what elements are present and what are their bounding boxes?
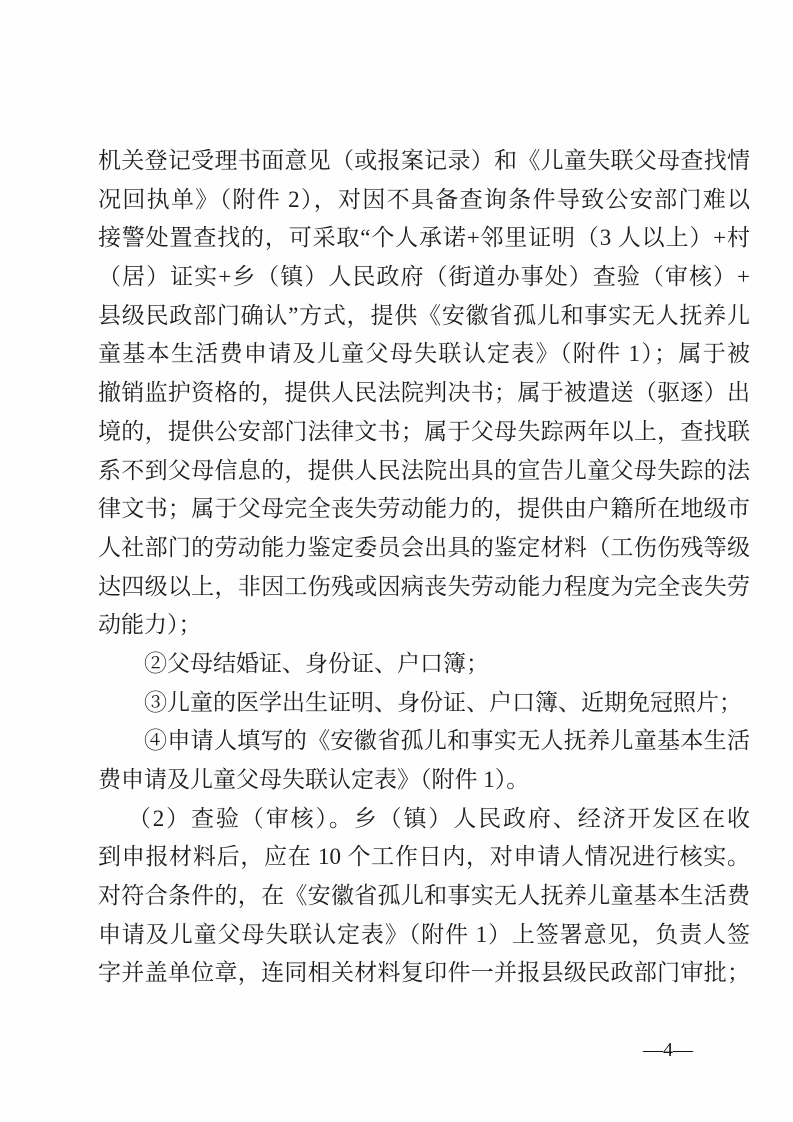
text-line-item-2: ②父母结婚证、身份证、户口簿； — [144, 650, 489, 676]
text-line: 费申请及儿童父母失联认定表》（附件 1）。 — [98, 767, 530, 792]
document-body — [98, 142, 750, 993]
text-line: 字并盖单位章，连同相关材料复印件一并报县级民政部门审批； — [98, 960, 750, 986]
text-line-item-3: ③儿童的医学出生证明、身份证、户口簿、近期免冠照片； — [144, 689, 742, 715]
text-line: 机关登记受理书面意见（或报案记录）和《儿童失联父母查找情 — [98, 148, 750, 173]
text-line: 达四级以上，非因工伤残或因病丧失劳动能力程度为完全丧失劳 — [98, 573, 750, 599]
text-line: 童基本生活费申请及儿童父母失联认定表》（附件 1）；属于被 — [98, 341, 750, 367]
text-line: 人社部门的劳动能力鉴定委员会出具的鉴定材料（工伤伤残等级 — [98, 534, 750, 560]
text-line: 况回执单》（附件 2），对因不具备查询条件导致公安部门难以 — [98, 186, 750, 212]
page-number-label: —4— — [643, 1039, 693, 1061]
text-line: 撤销监护资格的，提供人民法院判决书；属于被遣送（驱逐）出 — [98, 380, 750, 406]
text-line: 境的，提供公安部门法律文书；属于父母失踪两年以上，查找联 — [98, 418, 750, 444]
text-line: 接警处置查找的，可采取“个人承诺+邻里证明（3 人以上）+村 — [98, 225, 750, 251]
text-line: 县级民政部门确认”方式，提供《安徽省孤儿和事实无人抚养儿 — [98, 302, 750, 328]
text-line: 律文书；属于父母完全丧失劳动能力的，提供由户籍所在地级市 — [98, 496, 750, 522]
text-line: 申请及儿童父母失联认定表》（附件 1）上签署意见，负责人签 — [98, 921, 750, 947]
text-line: 系不到父母信息的，提供人民法院出具的宣告儿童父母失踪的法 — [98, 457, 750, 483]
text-line: 到申报材料后，应在 10 个工作日内，对申请人情况进行核实。 — [98, 844, 750, 870]
text-line: 对符合条件的，在《安徽省孤儿和事实无人抚养儿童基本生活费 — [98, 883, 750, 909]
text-line-item-4: ④申请人填写的《安徽省孤儿和事实无人抚养儿童基本生活 — [144, 728, 750, 754]
text-line: （居）证实+乡（镇）人民政府（街道办事处）查验（审核）+ — [98, 264, 750, 290]
text-line-item-para2: （2）查验（审核）。乡（镇）人民政府、经济开发区在收 — [127, 805, 750, 831]
text-line: 动能力）； — [98, 612, 202, 638]
